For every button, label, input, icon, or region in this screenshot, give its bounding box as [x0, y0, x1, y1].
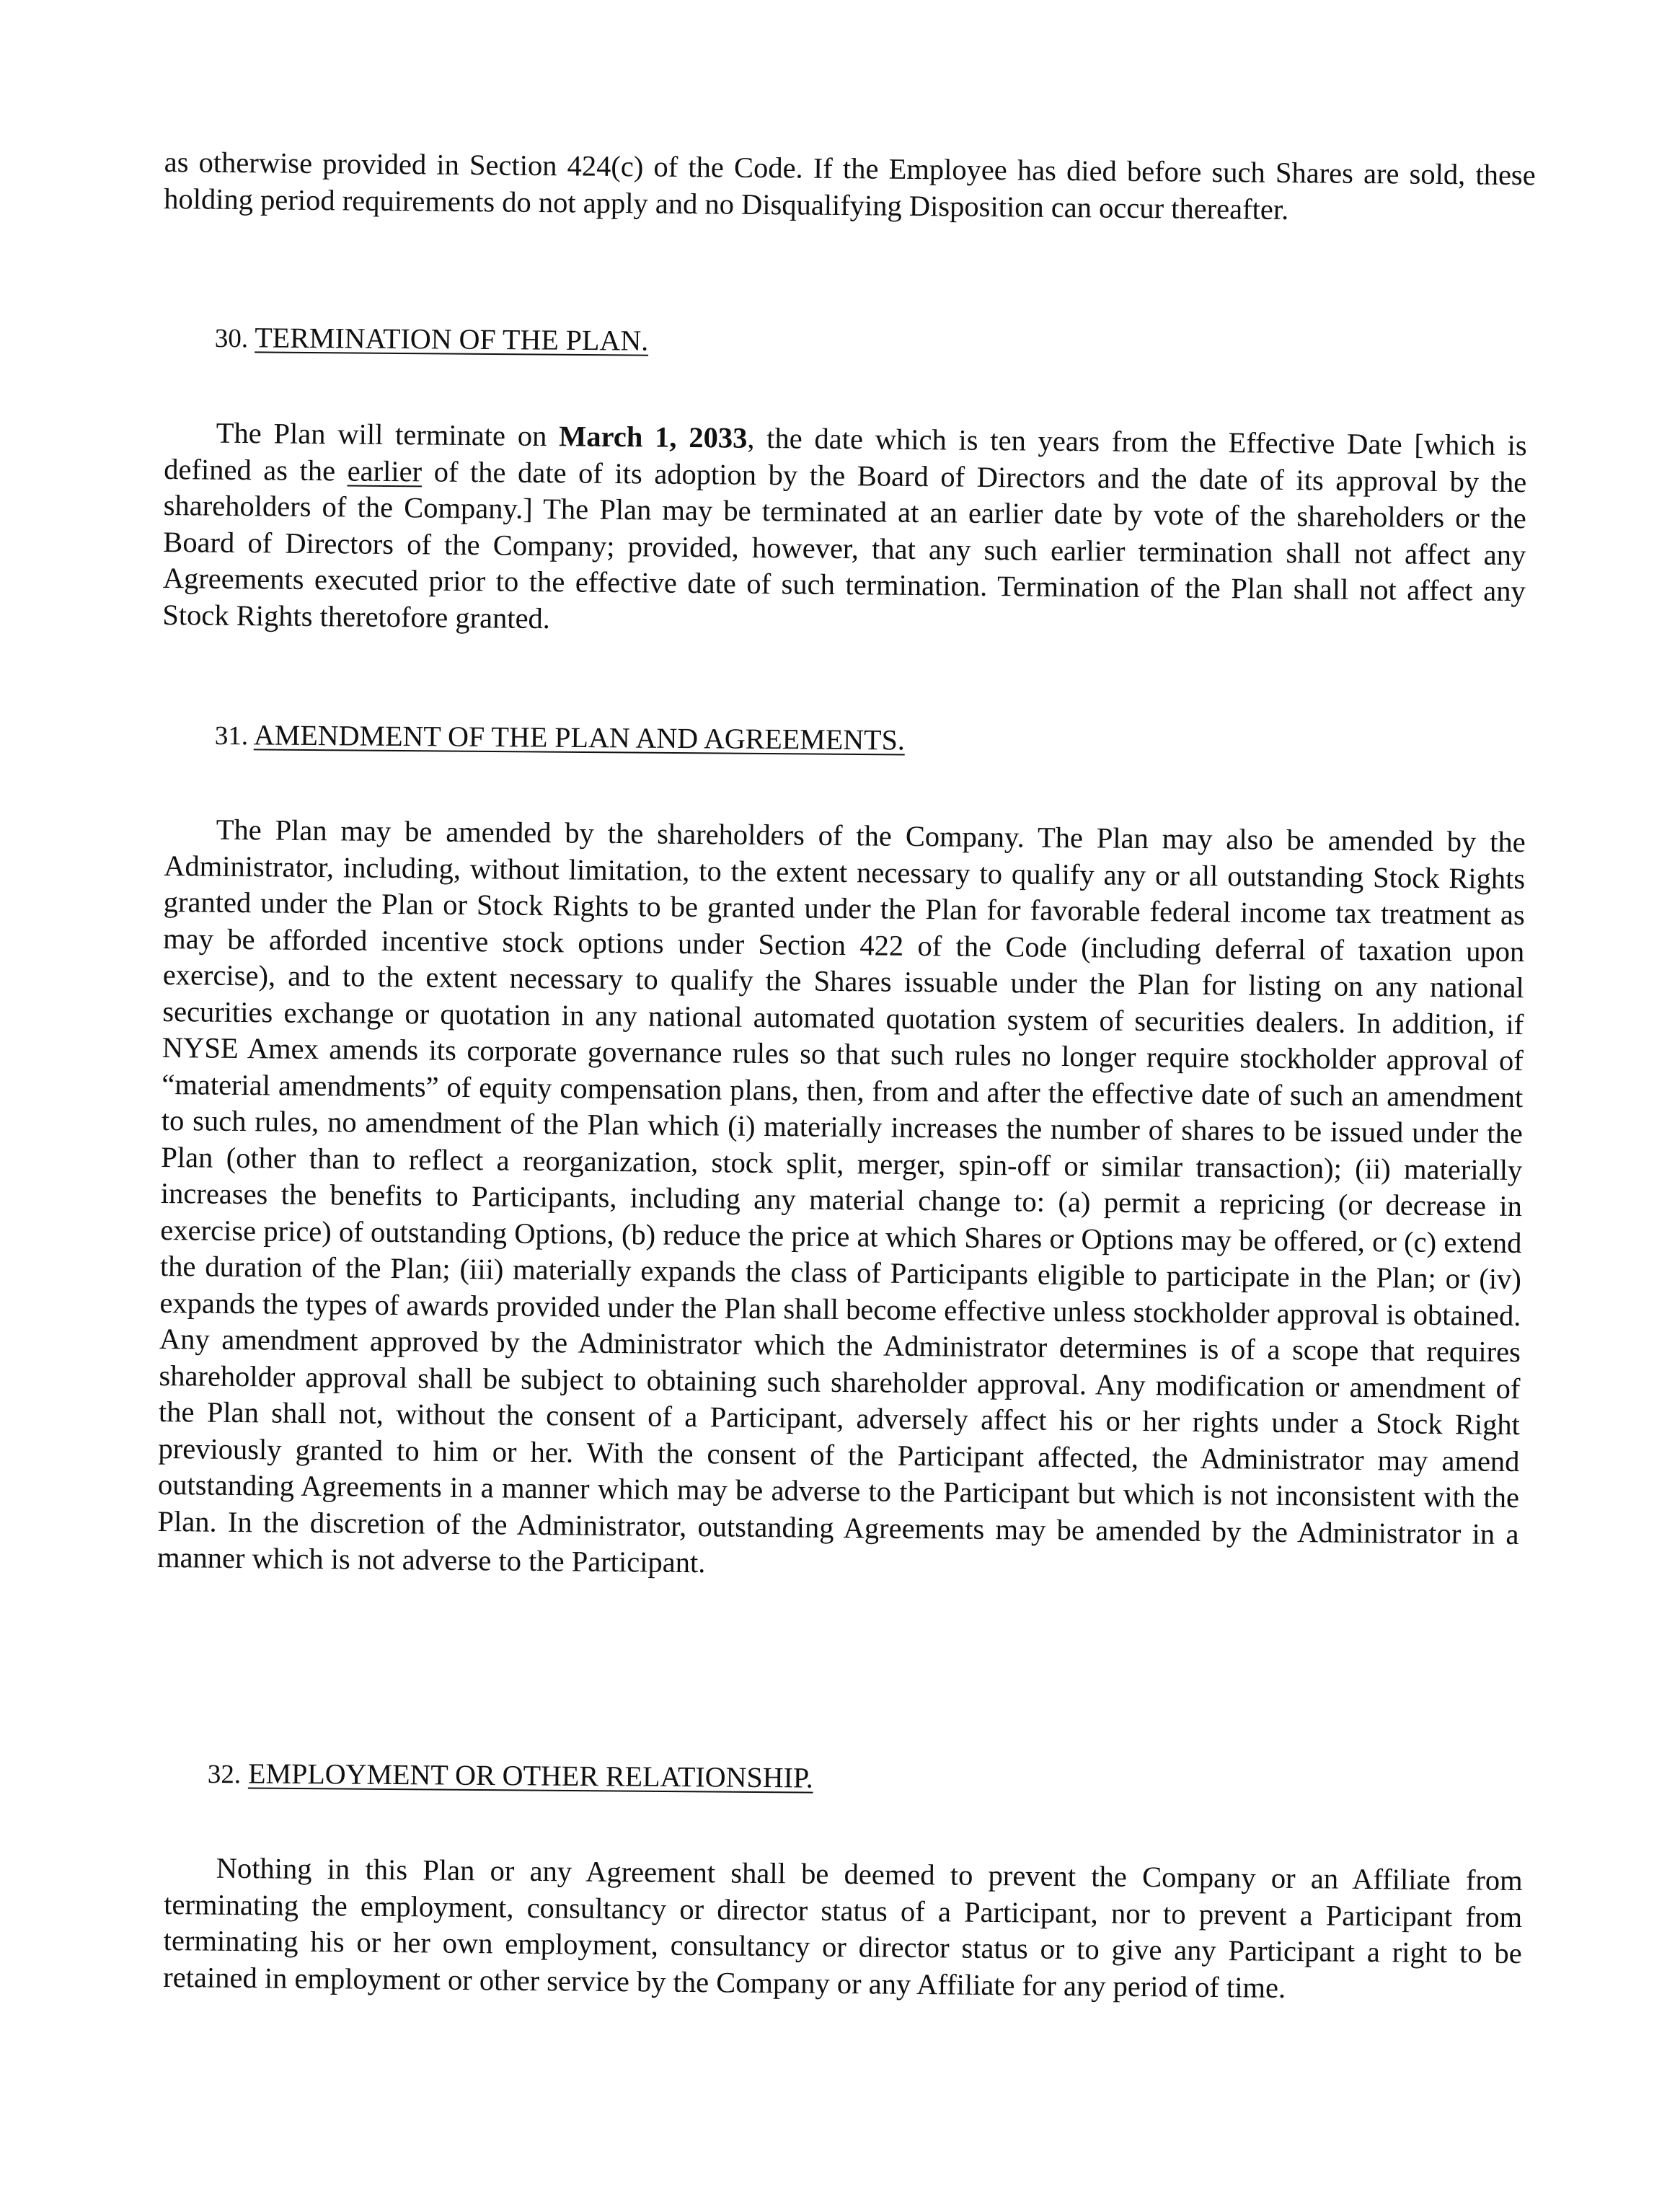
section-32-title: EMPLOYMENT OR OTHER RELATIONSHIP. — [247, 1757, 813, 1794]
section-30-text-rest: of the date of its adoption by the Board of Directors and the date of its approval by the shareholders of the Company.] The Plan may be terminated at an earlier date by vote of the shareholders or the Board of Directors of the Company; provided, however, that any such earlier termination shall not affect any Agreements executed prior to the effective date of such termination. Termination of the Plan shall not affect any Stock Rights theretofore granted. — [162, 454, 1527, 635]
section-30-heading — [215, 319, 649, 361]
section-30-number: 30. — [214, 323, 249, 354]
section-31-title: AMENDMENT OF THE PLAN AND AGREEMENTS. — [253, 718, 906, 756]
continued-paragraph-text: as otherwise provided in Section 424(c) of the Code. If the Employee has died before such Shares are sold, these holding period requirements do not apply and no Disqualifying Disposition can occur thereafter. — [164, 145, 1536, 226]
section-31-heading — [215, 717, 905, 760]
section-31-paragraph — [157, 811, 1526, 1589]
section-31-text: The Plan may be amended by the shareholders of the Company. The Plan may also be amended by the Administrator, including, without limitation, to the extent necessary to qualify any or all outstanding Stock Rights granted under the Plan or Stock Rights to be granted under the Plan for favorable federal income tax treatment as may be afforded incentive stock options under Section 422 of the Code (including deferral of taxation upon exercise), and to the extent necessary to qualify the Shares issuable under the Plan for listing on any national securities exchange or quotation in any national automated quotation system of securities dealers. In addition, if NYSE Amex amends its corporate governance rules so that such rules no longer require stockholder approval of “material amendments” of equity compensation plans, then, from and after the effective date of such an amendment to such rules, no amendment of the Plan which (i) materially increases the number of shares to be issued under the Plan (other than to reflect a reorganization, stock split, merger, spin-off or similar transaction); (ii) materially increases the benefits to Participants, including any material change to: (a) permit a repricing (or decrease in exercise price) of outstanding Options, (b) reduce the price at which Shares or Options may be offered, or (c) extend the duration of the Plan; (iii) materially expands the class of Participants eligible to participate in the Plan; or (iv) expands the types of awards provided under the Plan shall become effective unless stockholder approval is obtained. Any amendment approved by the Administrator which the Administrator determines is of a scope that requires shareholder approval shall be subject to obtaining such shareholder approval. Any modification or amendment of the Plan shall not, without the consent of a Participant, adversely affect his or her rights under a Stock Right previously granted to him or her. With the consent of the Participant affected, the Administrator may amend outstanding Agreements in a manner which may be adverse to the Participant but which is not inconsistent with the Plan. In the discretion of the Administrator, outstanding Agreements may be amended by the Administrator in a manner which is not adverse to the Participant. — [156, 813, 1526, 1579]
section-32-paragraph — [163, 1850, 1523, 2008]
section-30-text-middle: , the date which is ten years from the Effective Date [which is defined as the — [164, 421, 1527, 487]
underlined-earlier: earlier — [347, 454, 423, 488]
termination-date: March 1, 2033 — [558, 420, 748, 454]
section-30-title: TERMINATION OF THE PLAN. — [255, 321, 649, 357]
section-32-text: Nothing in this Plan or any Agreement shall be deemed to prevent the Company or an Affiliate from terminating the employment, consultancy or director status of a Participant, nor to prevent a Participant from terminating his or her own employment, consultancy or director status or to give any Participant a right to be retained in employment or other service by the Company or any Affiliate for any period of time. — [163, 1851, 1523, 2004]
section-30-text-start: The Plan will terminate on — [216, 416, 560, 453]
section-30-paragraph — [162, 415, 1527, 646]
section-31-number: 31. — [214, 720, 249, 751]
section-32-number: 32. — [207, 1759, 242, 1790]
continued-paragraph — [164, 144, 1536, 230]
section-32-heading — [208, 1755, 813, 1798]
